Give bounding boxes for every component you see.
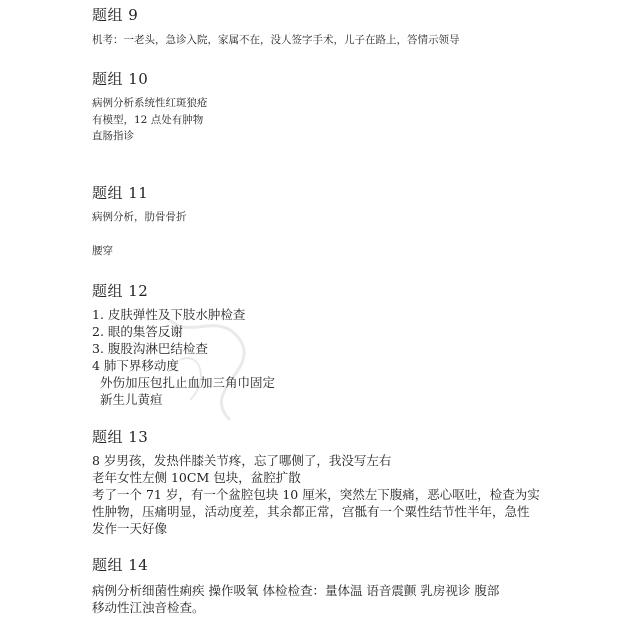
group-12-line-4: 4 肺下界移动度: [92, 358, 179, 373]
group-11-title: 题组 11: [92, 184, 149, 202]
group-14-line-2: 移动性江浊音检查。: [92, 600, 205, 615]
group-12-line-5: 外伤加压包扎止血加三角巾固定: [100, 375, 276, 390]
group-13-title: 题组 13: [92, 428, 149, 446]
watermark-graphic: [160, 300, 250, 430]
group-13-line-1: 8 岁男孩，发热伴膝关节疼，忘了哪侧了，我没写左右: [92, 453, 392, 468]
group-13-line-5: 发作一天好像: [92, 521, 168, 536]
group-10-line-2: 有模型，12 点处有肿物: [92, 114, 204, 126]
group-10-title: 题组 10: [92, 70, 149, 88]
group-10-line-3: 直肠指诊: [92, 130, 134, 142]
group-11-line-1: 病例分析，肋骨骨折: [92, 211, 187, 223]
group-14-title: 题组 14: [92, 556, 149, 574]
group-12-title: 题组 12: [92, 282, 149, 300]
group-13-line-2: 老年女性左侧 10CM 包块，盆腔扩散: [92, 470, 301, 485]
group-12-line-2: 2. 眼的集答反谢: [92, 324, 183, 339]
group-9-title: 题组 9: [92, 6, 139, 24]
group-11-line-2: 腰穿: [92, 245, 113, 257]
group-13-line-4: 性肿物，压痛明显，活动度差，其余都正常，宫骶有一个粟性结节性半年，急性: [92, 504, 530, 519]
group-12-line-3: 3. 腹股沟淋巴结检查: [92, 341, 208, 356]
group-12-line-6: 新生儿黄疸: [100, 392, 163, 407]
group-13-line-3: 考了一个 71 岁，有一个盆腔包块 10 厘米，突然左下腹痛，恶心呕吐，检查为实: [92, 487, 540, 502]
group-12-line-1: 1. 皮肤弹性及下肢水肿检查: [92, 307, 246, 322]
group-10-line-1: 病例分析系统性红斑狼疮: [92, 97, 208, 109]
group-9-line-1: 机考：一老头，急诊入院，家属不在，没人签字手术，儿子在路上，答情示领导: [92, 34, 460, 46]
group-14-line-1: 病例分析细菌性痢疾 操作吸氧 体检检查：量体温 语音震颤 乳房视诊 腹部: [92, 583, 500, 598]
